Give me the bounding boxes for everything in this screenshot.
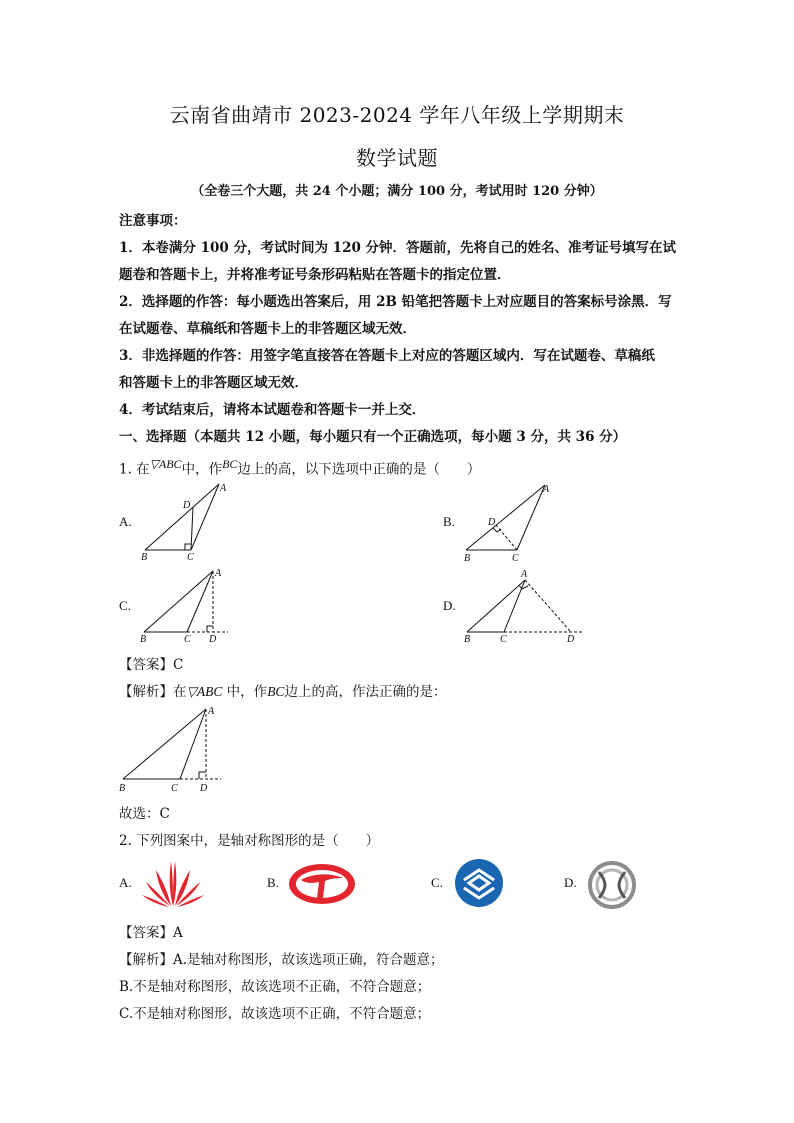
point-a-label: A xyxy=(521,569,528,580)
q1-option-c-label: C. xyxy=(119,598,131,613)
q1-analysis-triangle: ▽ABC xyxy=(186,684,223,699)
q1-analysis-side: BC xyxy=(267,684,285,699)
point-a-label: A xyxy=(208,706,215,717)
point-d-label: D xyxy=(200,783,208,794)
q2-analysis-line-1: 【解析】A.是轴对称图形，故该选项正确，符合题意； xyxy=(119,952,444,968)
point-d-label: D xyxy=(567,634,575,645)
q2-option-a-label: A. xyxy=(119,875,132,890)
point-b-label: B xyxy=(140,634,147,645)
point-d-label: D xyxy=(488,517,496,528)
notes-heading: 注意事项： xyxy=(119,213,187,229)
q1-analysis-prefix: 【解析】在 xyxy=(119,684,187,700)
note-2-line-1: 2．选择题的作答：每小题选出答案后，用 2B 铅笔把答题卡上对应题目的答案标号涂黑．写 xyxy=(119,294,672,310)
q1-option-b-label: B. xyxy=(443,514,455,529)
q1-side-bc: BC xyxy=(222,457,238,471)
point-b-label: B xyxy=(464,634,471,645)
note-2-line-2: 在试题卷、草稿纸和答题卡上的非答题区域无效． xyxy=(119,321,416,337)
point-c-label: C xyxy=(171,783,178,794)
question-2-stem: 2. 下列图案中，是轴对称图形的是（ ） xyxy=(119,833,380,849)
q2-option-b-label: B. xyxy=(267,875,279,890)
note-3-line-2: 和答题卡上的非答题区域无效． xyxy=(119,375,308,391)
exam-info: （全卷三个大题，共 24 个小题；满分 100 分，考试用时 120 分钟） xyxy=(191,184,603,199)
q1-analysis-suffix: 边上的高，作法正确的是： xyxy=(284,684,447,700)
point-c-label: C xyxy=(512,553,519,564)
point-c-label: C xyxy=(187,552,194,563)
silver-ring-logo-icon xyxy=(587,860,637,910)
point-b-label: B xyxy=(464,553,471,564)
point-c-label: C xyxy=(500,634,507,645)
point-a-label: A xyxy=(220,483,227,494)
q1-answer: 【答案】C xyxy=(119,657,184,673)
point-b-label: B xyxy=(119,783,126,794)
q1-option-d-label: D. xyxy=(443,598,456,613)
red-oval-logo-icon xyxy=(287,862,357,906)
point-d-label: D xyxy=(209,634,217,645)
china-mobile-logo-icon xyxy=(454,858,504,908)
point-a-label: A xyxy=(215,568,222,579)
q2-option-d-label: D. xyxy=(564,875,577,890)
point-a-label: A xyxy=(543,484,550,495)
q2-answer: 【答案】A xyxy=(119,925,183,941)
note-1-line-1: 1．本卷满分 100 分，考试时间为 120 分钟．答题前，先将自己的姓名、准考证号填写在试 xyxy=(119,240,677,256)
q1-analysis-mid: 中，作 xyxy=(222,684,268,700)
q1-conclusion: 故选：C xyxy=(119,806,170,822)
q1-triangle-name: ▽ABC xyxy=(149,457,182,471)
page-subtitle: 数学试题 xyxy=(356,146,438,170)
note-4: 4．考试结束后，请将本试题卷和答题卡一并上交． xyxy=(119,402,426,418)
q2-analysis-line-3: C.不是轴对称图形，故该选项不正确，不符合题意； xyxy=(119,1006,431,1022)
point-d-label: D xyxy=(183,500,191,511)
q1-option-a-label: A. xyxy=(119,514,132,529)
q1-suffix: 边上的高，以下选项中正确的是（ ） xyxy=(237,461,481,478)
q1-mid: 中，作 xyxy=(181,461,223,478)
point-b-label: B xyxy=(141,552,148,563)
page-title: 云南省曲靖市 2023-2024 学年八年级上学期期末 xyxy=(169,103,625,127)
point-c-label: C xyxy=(184,634,191,645)
q2-option-c-label: C. xyxy=(431,875,443,890)
note-1-line-2: 题卷和答题卡上，并将准考证号条形码粘贴在答题卡的指定位置． xyxy=(119,267,511,283)
section-heading: 一、选择题（本题共 12 小题，每小题只有一个正确选项，每小题 3 分，共 36 分） xyxy=(119,429,627,445)
q1-prefix: 1. 在 xyxy=(119,461,150,478)
note-3-line-1: 3．非选择题的作答：用签字笔直接答在答题卡上对应的答题区域内．写在试题卷、草稿纸 xyxy=(119,348,655,364)
q2-analysis-line-2: B.不是轴对称图形，故该选项不正确，不符合题意； xyxy=(119,979,431,995)
huawei-logo-icon xyxy=(140,858,206,908)
